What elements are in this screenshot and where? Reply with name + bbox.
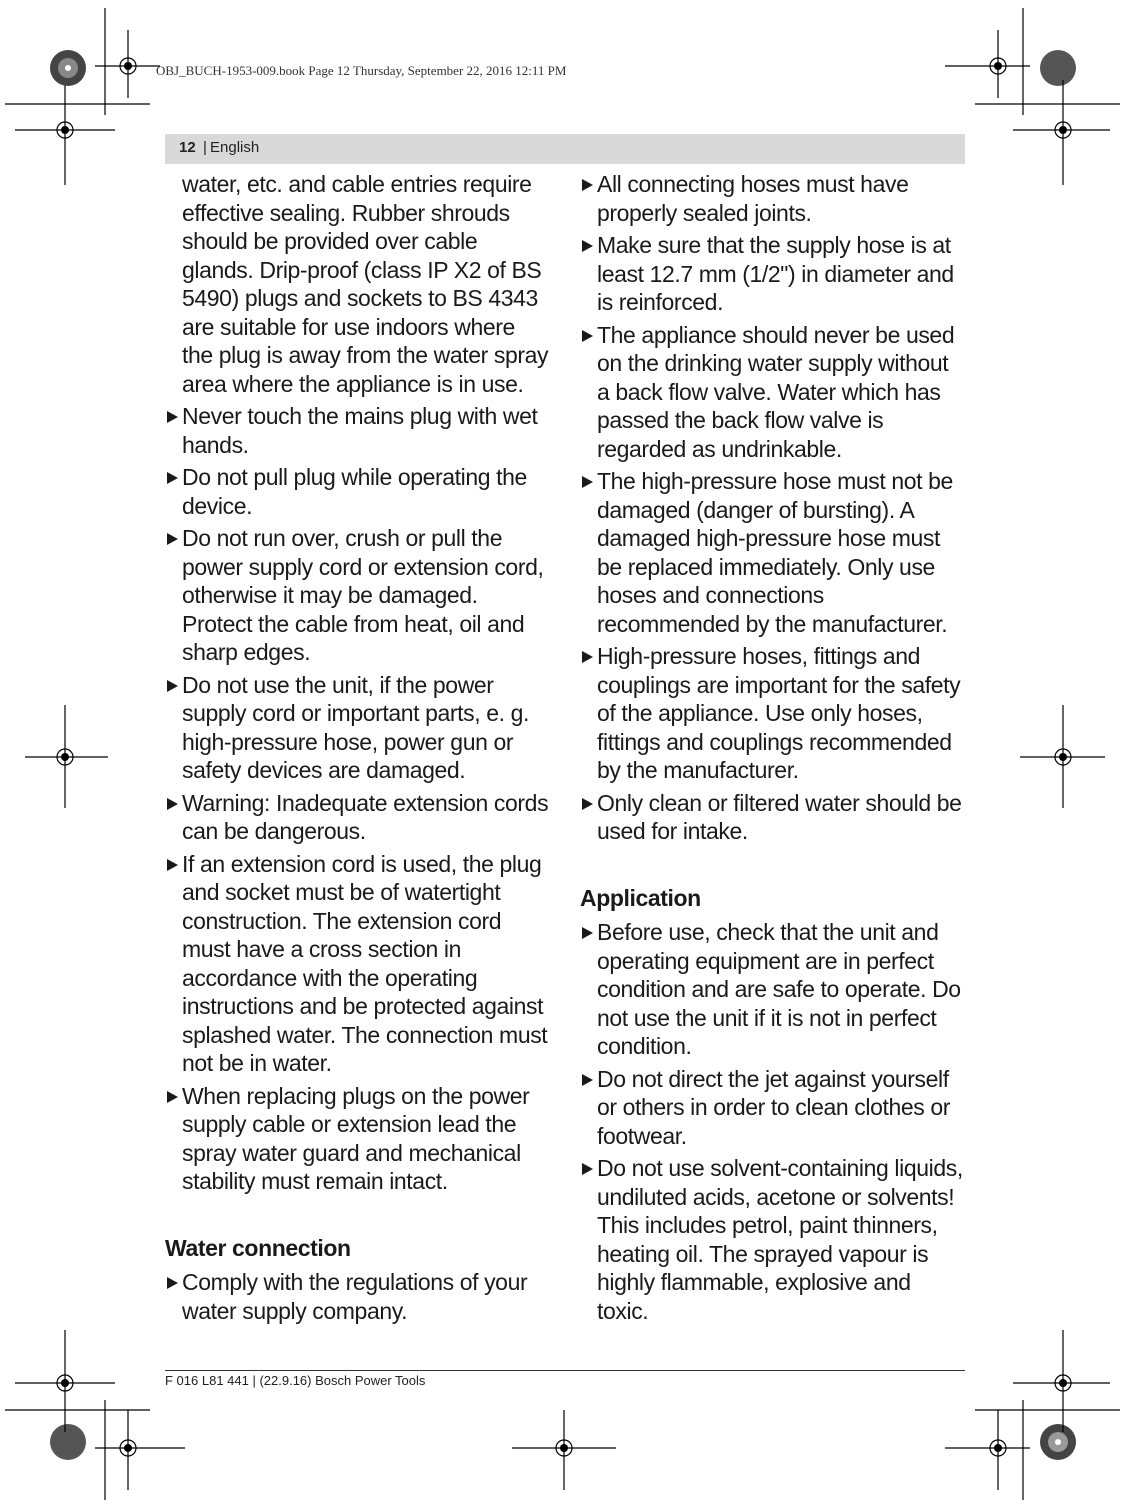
list-item-text: Do not use solvent-containing liquids, undiluted acids, acetone or solvents! This includes petrol, paint thinners, heating oil. The sprayed vapour is highly flammable, explosive and toxic. — [597, 1155, 963, 1324]
list-item — [580, 1154, 966, 1325]
list-item-text: If an extension cord is used, the plug and socket must be of watertight construction. The extension cord must have a cross section in accordance with the operating instructions and be protected against splashed water. The connection must not be in water. — [182, 850, 548, 1076]
section-heading-water-connection: Water connection — [165, 1234, 351, 1261]
list-item — [580, 918, 966, 1061]
section-heading-application: Application — [580, 884, 701, 911]
list-item — [165, 1268, 551, 1325]
list-item-text: The appliance should never be used on the drinking water supply without a back flow valve. Water which has passed the back flow valve is regarded as undrinkable. — [597, 321, 955, 462]
list-item — [580, 1065, 966, 1151]
bullet-triangle-icon — [582, 1074, 593, 1086]
list-item — [580, 789, 966, 846]
footer-text: F 016 L81 441 | (22.9.16) Bosch Power Tools — [165, 1373, 426, 1388]
bullet-triangle-icon — [167, 472, 178, 484]
bullet-triangle-icon — [582, 240, 593, 252]
bullet-triangle-icon — [167, 859, 178, 871]
header-language: English — [210, 139, 260, 156]
bullet-triangle-icon — [582, 651, 593, 663]
list-item-text: The high-pressure hose must not be damaged (danger of bursting). A damaged high-pressure hose must be replaced immediately. Only use hoses and connections recommended by the manufacturer. — [597, 468, 953, 637]
list-item — [580, 321, 966, 464]
bullet-triangle-icon — [167, 1277, 178, 1289]
list-item — [165, 789, 551, 846]
list-item-text: When replacing plugs on the power supply cable or extension lead the spray water guard and mechanical stability must remain intact. — [182, 1082, 530, 1194]
list-item-text: Do not direct the jet against yourself or others in order to clean clothes or footwear. — [597, 1065, 950, 1149]
list-item-text: Do not run over, crush or pull the power supply cord or extension cord, otherwise it may be damaged. Protect the cable from heat, oil and sharp edges. — [182, 525, 544, 665]
list-item — [165, 671, 551, 785]
list-item-text: Make sure that the supply hose is at least 12.7 mm (1/2") in diameter and is reinforced. — [597, 232, 954, 315]
crop-mark-icon — [5, 1330, 1120, 1500]
bullet-triangle-icon — [582, 179, 593, 191]
bullet-triangle-icon — [582, 927, 593, 939]
page-header-bar — [165, 134, 965, 164]
list-item-text: Warning: Inadequate extension cords can be dangerous. — [182, 789, 549, 844]
list-item-text: All connecting hoses must have properly sealed joints. — [597, 171, 909, 226]
list-item-text: High-pressure hoses, fittings and couplings are important for the safety of the appliance. Use only hoses, fittings and couplings recommended by the manufacturer. — [597, 643, 961, 783]
list-item-text: Before use, check that the unit and operating equipment are in perfect condition and are safe to operate. Do not use the unit if it is not in perfect condition. — [597, 919, 961, 1059]
bullet-triangle-icon — [582, 798, 593, 810]
list-item-text: Do not pull plug while operating the device. — [182, 464, 527, 519]
list-item — [165, 1082, 551, 1196]
list-item — [165, 402, 551, 459]
list-item-text: Only clean or filtered water should be used for intake. — [597, 789, 962, 844]
list-item — [165, 463, 551, 520]
bullet-triangle-icon — [167, 1091, 178, 1103]
bullet-triangle-icon — [167, 798, 178, 810]
list-item — [165, 850, 551, 1078]
header-separator: | — [203, 139, 207, 156]
list-item-text: Do not use the unit, if the power supply cord or important parts, e. g. high-pressure hose, power gun or safety devices are damaged. — [182, 671, 529, 783]
left-column — [165, 170, 551, 1329]
list-item-text: Comply with the regulations of your water supply company. — [182, 1269, 528, 1324]
bullet-triangle-icon — [582, 1163, 593, 1175]
bullet-triangle-icon — [167, 533, 178, 545]
print-slug: OBJ_BUCH-1953-009.book Page 12 Thursday, September 22, 2016 12:11 PM — [156, 63, 567, 78]
page-number: 12 — [179, 139, 196, 156]
bullet-triangle-icon — [167, 411, 178, 423]
bullet-triangle-icon — [582, 330, 593, 342]
list-item — [580, 231, 966, 317]
list-item — [580, 170, 966, 227]
footer-rule — [165, 1370, 965, 1371]
crop-mark-icon — [945, 8, 1120, 185]
crop-mark-icon — [5, 8, 160, 185]
list-item — [580, 642, 966, 785]
right-column — [580, 170, 966, 1329]
list-item — [165, 524, 551, 667]
bullet-triangle-icon — [582, 476, 593, 488]
list-item — [580, 467, 966, 638]
list-item-text: Never touch the mains plug with wet hands. — [182, 403, 538, 458]
intro-paragraph: water, etc. and cable entries require effective sealing. Rubber shrouds should be provided over cable glands. Drip-proof (class IP X2 of BS 5490) plugs and sockets to BS 4343 are suitable for use indoors where the plug is away from the water spray area where the appliance is in use. — [182, 171, 549, 397]
bullet-triangle-icon — [167, 680, 178, 692]
